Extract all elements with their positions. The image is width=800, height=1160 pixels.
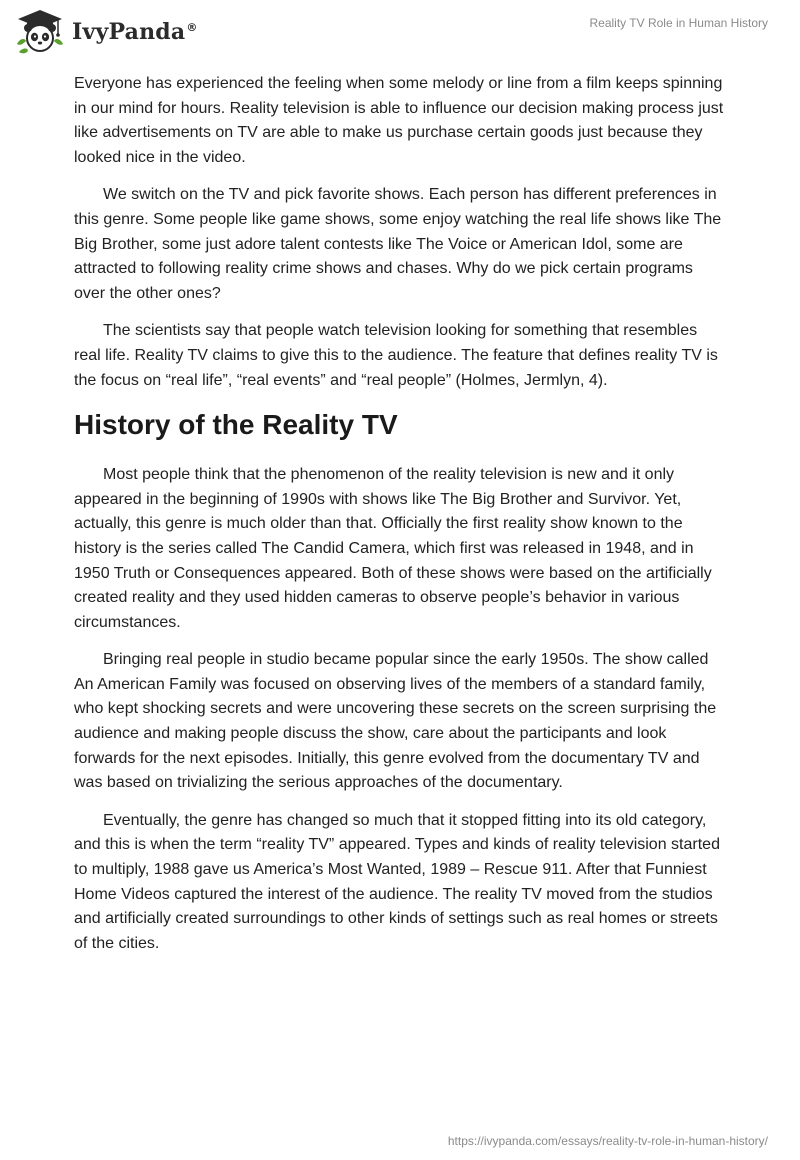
paragraph-intro-2: We switch on the TV and pick favorite shows. Each person has different preferences in this genre. Some people like game shows, some enjoy watching the real life shows like The Big Brother, some just adore talent contests like The Voice or American Idol, some are attracted to following reality crime shows and chases. Why do we pick certain programs over the other ones? [74, 186, 722, 302]
paragraph-intro-1: Everyone has experienced the feeling when some melody or line from a film keeps spinning in our mind for hours. Reality television is able to influence our decision making process just like advertisements on TV are able to make us purchase certain goods just because they looked nice in the video. [74, 75, 724, 166]
section-heading-history: History of the Reality TV [74, 409, 398, 441]
document-title: Reality TV Role in Human History [589, 16, 768, 30]
paragraph-history-3: Eventually, the genre has changed so much that it stopped fitting into its old category, and this is when the term “reality TV” appeared. Types and kinds of reality television started to multiply, 1988 gave us America’s Most Wanted, 1989 – Rescue 911. After that Funniest Home Videos captured the interest of the audience. The reality TV moved from the studios and artificially created surroundings to other kinds of settings such as real homes or streets of the cities. [74, 811, 720, 952]
paragraph-history-2: Bringing real people in studio became popular since the early 1950s. The show called An American Family was focused on observing lives of the members of a standard family, who kept shocking secrets and were uncovering these secrets on the screen surprising the audience and making people discuss the show, care about the participants and look forwards for the next episodes. Initially, this genre evolved from the documentary TV and was based on trivializing the serious approaches of the documentary. [74, 651, 717, 792]
brand-name: IvyPanda® [72, 19, 198, 45]
ivypanda-logo[interactable] [14, 8, 198, 56]
paragraph-intro-3: The scientists say that people watch television looking for something that resembles real life. Reality TV claims to give this to the audience. The feature that defines reality TV is the focus on “real life”, “real events” and “real people” (Holmes, Jermlyn, 4). [74, 322, 718, 389]
registered-mark: ® [186, 20, 198, 34]
panda-graduate-icon [14, 8, 66, 56]
paragraph-history-1: Most people think that the phenomenon of the reality television is new and it only appeared in the beginning of 1990s with shows like The Big Brother and Survivor. Yet, actually, this genre is much older than that. Officially the first reality show known to the history is the series called The Candid Camera, which first was released in 1948, and in 1950 Truth or Consequences appeared. Both of these shows were based on the artificially created reality and they used hidden cameras to observe people’s behavior in various circumstances. [74, 466, 712, 631]
page-header [0, 0, 800, 64]
source-url[interactable]: https://ivypanda.com/essays/reality-tv-role-in-human-history/ [447, 1134, 768, 1148]
article-body [74, 72, 728, 969]
